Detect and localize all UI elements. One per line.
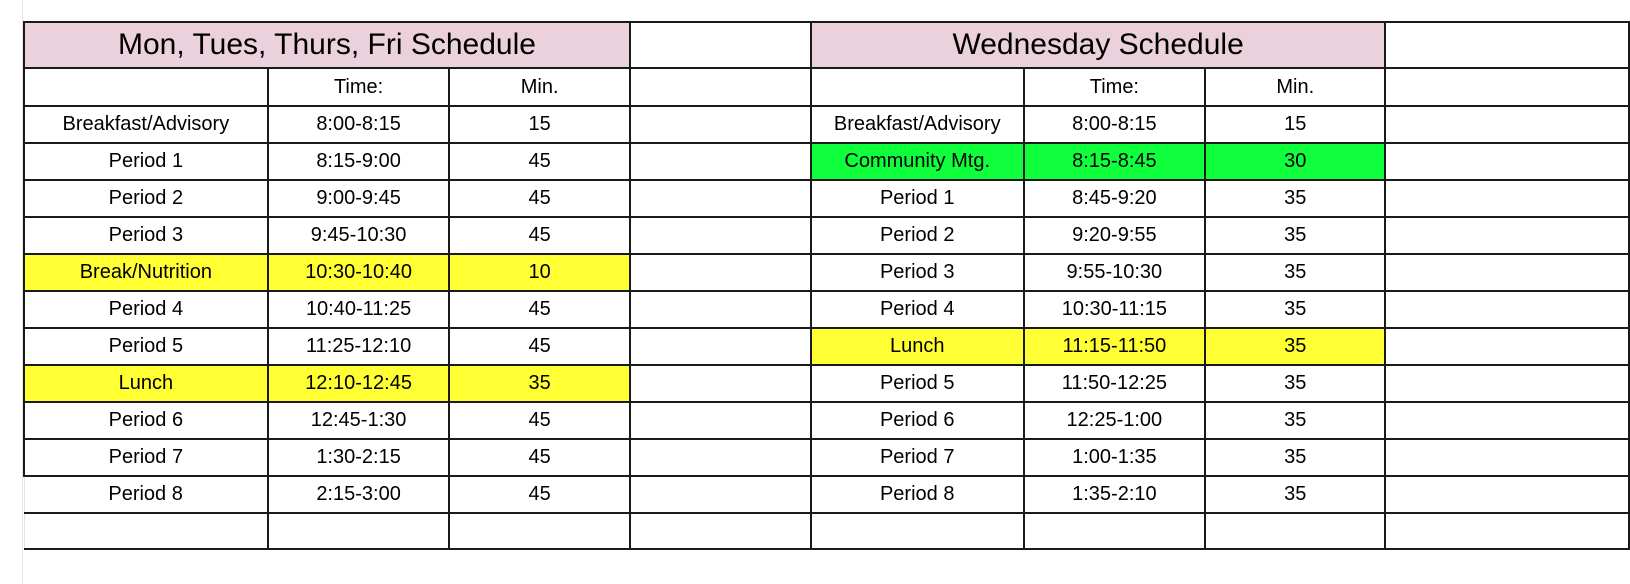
cell[interactable]	[1385, 365, 1629, 402]
cell[interactable]	[630, 22, 811, 68]
left-row-min[interactable]: 35	[449, 365, 629, 402]
table-row	[24, 476, 1629, 513]
left-col-header-min[interactable]: Min.	[449, 68, 629, 106]
table-row	[24, 402, 1629, 439]
cell[interactable]	[1385, 217, 1629, 254]
left-col-header-name[interactable]	[24, 68, 268, 106]
table-row	[24, 439, 1629, 476]
cell[interactable]	[630, 328, 811, 365]
left-row-name[interactable]: Period 5	[24, 328, 268, 365]
left-row-time[interactable]: 12:45-1:30	[268, 402, 450, 439]
cell[interactable]	[1385, 402, 1629, 439]
right-row-name[interactable]: Period 6	[811, 402, 1024, 439]
cell[interactable]	[630, 143, 811, 180]
right-row-min[interactable]: 35	[1205, 254, 1385, 291]
cell[interactable]	[630, 365, 811, 402]
right-row-name[interactable]: Period 4	[811, 291, 1024, 328]
right-row-time[interactable]: 8:00-8:15	[1024, 106, 1206, 143]
right-col-header-time[interactable]: Time:	[1024, 68, 1206, 106]
left-row-name[interactable]: Period 2	[24, 180, 268, 217]
left-row-name[interactable]: Period 6	[24, 402, 268, 439]
schedule-sheet-grid	[23, 21, 1630, 550]
cell[interactable]	[1205, 513, 1385, 549]
title-row	[24, 22, 1629, 68]
cell[interactable]	[1385, 254, 1629, 291]
left-row-min[interactable]: 45	[449, 143, 629, 180]
cell[interactable]	[1385, 439, 1629, 476]
cell[interactable]	[24, 513, 268, 549]
column-header-row	[24, 68, 1629, 106]
right-row-min[interactable]: 35	[1205, 476, 1385, 513]
left-row-name[interactable]: Break/Nutrition	[24, 254, 268, 291]
right-schedule-title[interactable]: Wednesday Schedule	[811, 22, 1385, 68]
table-row	[24, 254, 1629, 291]
right-row-name[interactable]: Period 8	[811, 476, 1024, 513]
cell[interactable]	[630, 476, 811, 513]
left-row-time[interactable]: 8:15-9:00	[268, 143, 450, 180]
left-row-time[interactable]: 9:00-9:45	[268, 180, 450, 217]
left-row-time[interactable]: 2:15-3:00	[268, 476, 450, 513]
right-row-time[interactable]: 8:45-9:20	[1024, 180, 1206, 217]
cell[interactable]	[449, 513, 629, 549]
right-row-time[interactable]: 1:35-2:10	[1024, 476, 1206, 513]
cell[interactable]	[1385, 513, 1629, 549]
left-row-min[interactable]: 45	[449, 402, 629, 439]
left-row-min[interactable]: 45	[449, 217, 629, 254]
left-row-time[interactable]: 12:10-12:45	[268, 365, 450, 402]
left-row-time[interactable]: 8:00-8:15	[268, 106, 450, 143]
left-row-min[interactable]: 15	[449, 106, 629, 143]
right-row-name[interactable]: Period 2	[811, 217, 1024, 254]
cell[interactable]	[268, 513, 450, 549]
left-row-min[interactable]: 45	[449, 180, 629, 217]
left-row-name[interactable]: Period 7	[24, 439, 268, 476]
left-col-header-time[interactable]: Time:	[268, 68, 450, 106]
right-row-min[interactable]: 35	[1205, 439, 1385, 476]
left-row-time[interactable]: 1:30-2:15	[268, 439, 450, 476]
left-row-time[interactable]: 11:25-12:10	[268, 328, 450, 365]
left-row-min[interactable]: 45	[449, 328, 629, 365]
right-row-name[interactable]: Period 5	[811, 365, 1024, 402]
left-schedule-title[interactable]: Mon, Tues, Thurs, Fri Schedule	[24, 22, 630, 68]
right-row-name[interactable]: Community Mtg.	[811, 143, 1024, 180]
row-header-gutter	[0, 0, 23, 584]
table-row	[24, 217, 1629, 254]
table-row	[24, 365, 1629, 402]
cell[interactable]	[630, 106, 811, 143]
cell[interactable]	[630, 291, 811, 328]
left-row-name[interactable]: Period 3	[24, 217, 268, 254]
left-row-name[interactable]: Period 4	[24, 291, 268, 328]
table-row	[24, 143, 1629, 180]
left-row-time[interactable]: 9:45-10:30	[268, 217, 450, 254]
right-row-time[interactable]: 8:15-8:45	[1024, 143, 1206, 180]
right-row-name[interactable]: Period 7	[811, 439, 1024, 476]
right-row-time[interactable]: 11:50-12:25	[1024, 365, 1206, 402]
left-row-time[interactable]: 10:40-11:25	[268, 291, 450, 328]
cell[interactable]	[1385, 476, 1629, 513]
left-row-name[interactable]: Lunch	[24, 365, 268, 402]
left-row-min[interactable]: 45	[449, 439, 629, 476]
cell[interactable]	[630, 439, 811, 476]
cell[interactable]	[1385, 22, 1629, 68]
right-row-min[interactable]: 35	[1205, 217, 1385, 254]
right-row-time[interactable]: 10:30-11:15	[1024, 291, 1206, 328]
table-row	[24, 106, 1629, 143]
cell[interactable]	[1385, 143, 1629, 180]
right-row-time[interactable]: 9:55-10:30	[1024, 254, 1206, 291]
right-row-time[interactable]: 9:20-9:55	[1024, 217, 1206, 254]
left-row-name[interactable]: Breakfast/Advisory	[24, 106, 268, 143]
right-row-min[interactable]: 15	[1205, 106, 1385, 143]
cell[interactable]	[630, 254, 811, 291]
empty-row	[24, 513, 1629, 549]
right-row-min[interactable]: 35	[1205, 180, 1385, 217]
cell[interactable]	[630, 68, 811, 106]
right-row-name[interactable]: Period 1	[811, 180, 1024, 217]
right-row-min[interactable]: 35	[1205, 291, 1385, 328]
cell[interactable]	[1385, 328, 1629, 365]
left-row-name[interactable]: Period 1	[24, 143, 268, 180]
table-row	[24, 328, 1629, 365]
cell[interactable]	[1385, 106, 1629, 143]
cell[interactable]	[1385, 291, 1629, 328]
cell[interactable]	[1024, 513, 1206, 549]
right-col-header-name[interactable]	[811, 68, 1024, 106]
right-row-name[interactable]: Lunch	[811, 328, 1024, 365]
cell[interactable]	[1385, 68, 1629, 106]
cell[interactable]	[630, 513, 811, 549]
right-row-name[interactable]: Period 3	[811, 254, 1024, 291]
right-row-time[interactable]: 1:00-1:35	[1024, 439, 1206, 476]
right-row-min[interactable]: 35	[1205, 365, 1385, 402]
right-row-min[interactable]: 35	[1205, 402, 1385, 439]
cell[interactable]	[630, 217, 811, 254]
left-row-name[interactable]: Period 8	[24, 476, 268, 513]
left-row-min[interactable]: 10	[449, 254, 629, 291]
right-row-min[interactable]: 30	[1205, 143, 1385, 180]
left-row-min[interactable]: 45	[449, 476, 629, 513]
left-row-time[interactable]: 10:30-10:40	[268, 254, 450, 291]
table-row	[24, 180, 1629, 217]
cell[interactable]	[630, 402, 811, 439]
cell[interactable]	[630, 180, 811, 217]
table-row	[24, 291, 1629, 328]
cell[interactable]	[811, 513, 1024, 549]
right-row-min[interactable]: 35	[1205, 328, 1385, 365]
left-row-min[interactable]: 45	[449, 291, 629, 328]
right-row-name[interactable]: Breakfast/Advisory	[811, 106, 1024, 143]
right-col-header-min[interactable]: Min.	[1205, 68, 1385, 106]
cell[interactable]	[1385, 180, 1629, 217]
right-row-time[interactable]: 11:15-11:50	[1024, 328, 1206, 365]
right-row-time[interactable]: 12:25-1:00	[1024, 402, 1206, 439]
